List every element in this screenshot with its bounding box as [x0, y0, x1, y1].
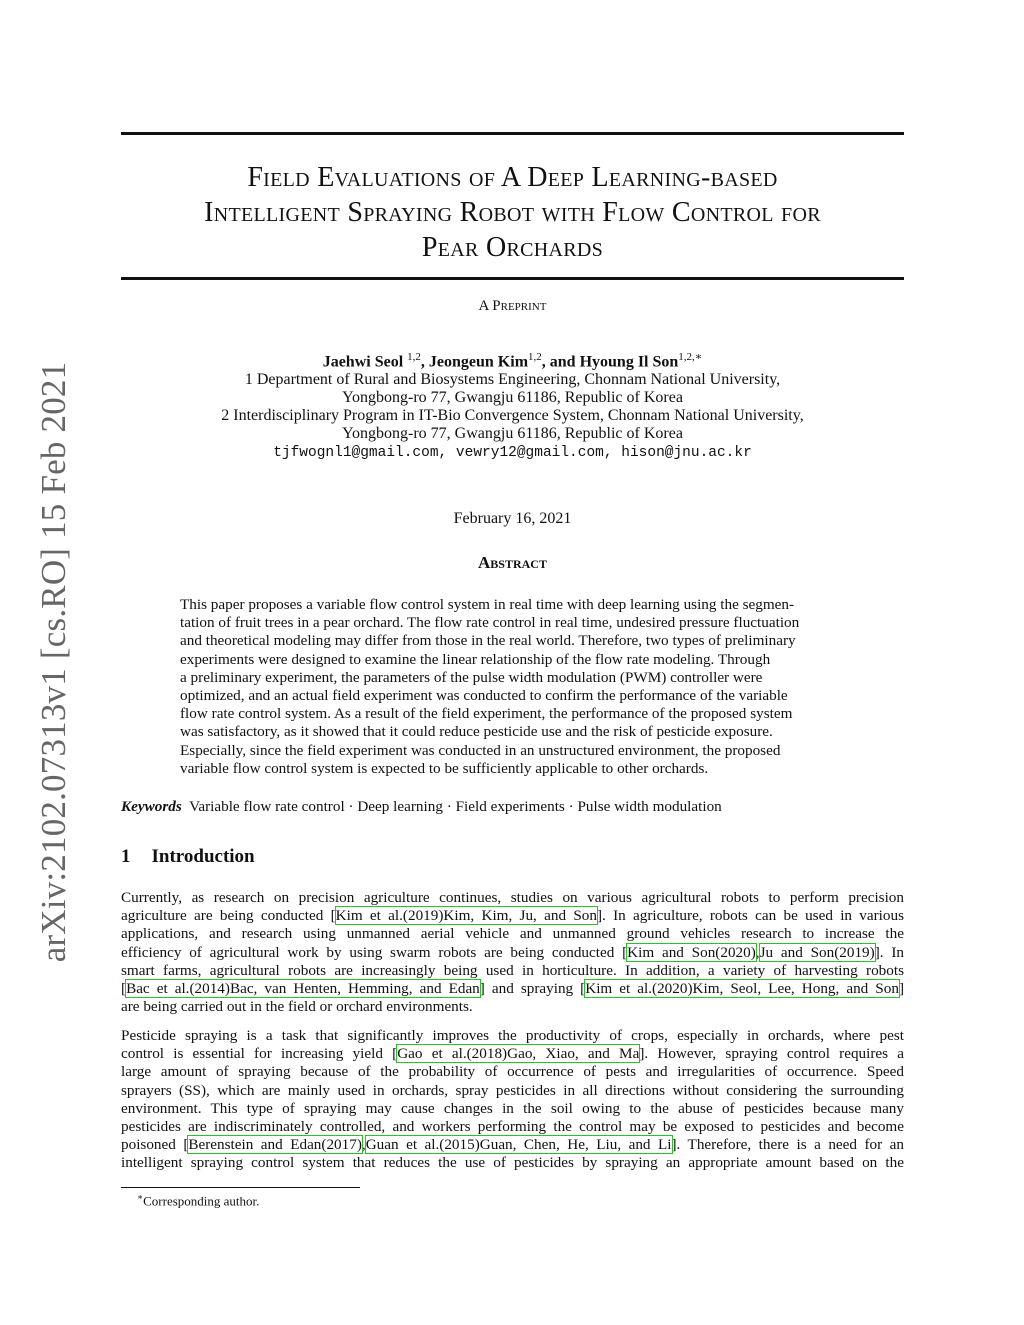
- author-list: [121, 350, 904, 371]
- text-line: Currently, as research on precision agriculture continues, studies on various agricultural robots to perform precision: [121, 889, 904, 906]
- keywords-line: [121, 798, 722, 816]
- author-emails: tjfwognl1@gmail.com, vewry12@gmail.com, hison@jnu.ac.kr: [273, 445, 752, 461]
- abstract-line: flow rate control system. As a result of the field experiment, the performance of the proposed system: [180, 705, 793, 723]
- abstract-line: tation of fruit trees in a pear orchard. The flow rate control in real time, undesired pressure fluctuation: [180, 614, 800, 632]
- abstract-heading: Abstract: [478, 553, 547, 572]
- paper-date: February 16, 2021: [453, 510, 572, 527]
- section-heading: [121, 846, 255, 868]
- footnote: [137, 1192, 259, 1209]
- abstract-line: variable flow control system is expected to be sufficiently applicable to other orchards.: [180, 759, 709, 777]
- text-line: are being carried out in the field or orchard environments.: [121, 998, 473, 1016]
- text-fragment: ]: [898, 980, 904, 998]
- footnote-text: Corresponding author.: [143, 1193, 260, 1209]
- paper-title: [121, 160, 904, 265]
- title-line-2: Intelligent Spraying Robot with Flow Control for: [204, 197, 821, 228]
- text-line: intelligent spraying control system that reduces the use of pesticides by spraying an appropriate amount based on the: [121, 1154, 904, 1172]
- abstract-line: This paper proposes a variable flow control system in real time with deep learning using the segmen-: [180, 596, 795, 613]
- citation-link[interactable]: Kim et al.(2020)Kim, Seol, Lee, Hong, and Son: [585, 980, 899, 998]
- affiliations: [121, 371, 904, 462]
- title-line-3: Pear Orchards: [421, 232, 604, 263]
- footnote-rule: [121, 1187, 360, 1188]
- citation-link[interactable]: Kim and Son(2020): [627, 943, 756, 961]
- citation-link[interactable]: Gao et al.(2018)Gao, Xiao, and Ma: [397, 1045, 640, 1063]
- affiliation-line: 1 Department of Rural and Biosystems Engineering, Chonnam National University,: [244, 371, 781, 388]
- author-affiliation-marker: 1,2: [407, 351, 421, 363]
- text-line: large amount of spraying because of the probability of occurrence of pests and irregularities of occurrence. Speed: [121, 1063, 904, 1081]
- text-line: applications, and research using unmanned aerial vehicle and unmanned ground vehicles research to increase the: [121, 925, 904, 943]
- title-bottom-rule: [121, 277, 904, 280]
- text-line: smart farms, agricultural robots are increasingly being used in horticulture. In addition, a variety of harvesting robots: [121, 961, 904, 979]
- text-fragment: efficiency of agricultural work by using swarm robots are being conducted [: [121, 943, 628, 961]
- keywords-list: Variable flow rate control · Deep learning · Field experiments · Pulse width modulation: [189, 798, 722, 815]
- keywords-label: Keywords: [121, 798, 182, 815]
- title-line-1: Field Evaluations of A Deep Learning-based: [247, 162, 778, 193]
- text-line: [121, 1045, 904, 1063]
- text-line: sprayers (SS), which are mainly used in orchards, spray pesticides in all directions without considering the surrounding: [121, 1081, 904, 1099]
- text-fragment: ,: [755, 943, 760, 961]
- abstract-line: was satisfactory, as it showed that it could reduce pesticide use and the risk of pesticide exposure.: [180, 723, 773, 741]
- abstract-body: [180, 596, 844, 778]
- citation-link[interactable]: Berenstein and Edan(2017): [188, 1136, 362, 1154]
- text-fragment: ]. In: [874, 943, 905, 961]
- author-name: Jaehwi Seol: [322, 353, 404, 371]
- abstract-line: Especially, since the field experiment was conducted in an unstructured environment, the proposed: [180, 741, 781, 759]
- abstract-line: a preliminary experiment, the parameters of the pulse width modulation (PWM) controller were: [180, 668, 763, 686]
- text-fragment: agriculture are being conducted [: [121, 907, 336, 925]
- citation-link[interactable]: Guan et al.(2015)Guan, Chen, He, Liu, and Li: [365, 1136, 672, 1154]
- text-line: [121, 907, 904, 925]
- author-name: Jeongeun Kim: [428, 353, 529, 371]
- preprint-label: A Preprint: [478, 298, 547, 314]
- text-fragment: control is essential for increasing yield [: [121, 1045, 398, 1063]
- intro-paragraph-1: [121, 889, 904, 1016]
- citation-link[interactable]: Ju and Son(2019): [759, 943, 875, 961]
- text-fragment: ]. Therefore, there is a need for an: [671, 1136, 904, 1154]
- text-fragment: ]. However, spraying control requires a: [639, 1045, 904, 1063]
- text-fragment: poisoned [: [121, 1136, 189, 1154]
- text-line: Pesticide spraying is a task that significantly improves the productivity of crops, especially in orchards, where pest: [121, 1027, 904, 1044]
- intro-paragraph-2: [121, 1027, 904, 1173]
- section-number: 1: [121, 846, 131, 867]
- text-line: [121, 944, 904, 962]
- affiliation-line: Yongbong-ro 77, Gwangju 61186, Republic of Korea: [342, 425, 683, 442]
- author-separator: ,: [420, 353, 429, 371]
- text-line: environment. This type of spraying may cause changes in the soil owing to the abuse of pesticides because many: [121, 1099, 904, 1117]
- section-title: Introduction: [151, 846, 255, 867]
- abstract-line: experiments were designed to examine the linear relationship of the flow rate modeling. Through: [180, 650, 771, 668]
- author-separator: , and: [541, 353, 580, 371]
- text-line: pesticides are indiscriminately controlled, and workers performing the control may be exposed to pesticides and become: [121, 1118, 904, 1136]
- citation-link[interactable]: Bac et al.(2014)Bac, van Henten, Hemming, and Edan: [126, 980, 480, 998]
- affiliation-line: Yongbong-ro 77, Gwangju 61186, Republic of Korea: [342, 389, 683, 406]
- abstract-line: and theoretical modeling may differ from those in the real world. Therefore, two types of preliminary: [180, 632, 796, 650]
- text-fragment: ] and spraying [: [479, 980, 586, 998]
- arxiv-identifier: arXiv:2102.07313v1 [cs.RO] 15 Feb 2021: [34, 361, 73, 963]
- abstract-line: optimized, and an actual field experiment was conducted to confirm the performance of the variable: [180, 687, 788, 705]
- text-fragment: ]. In agriculture, robots can be used in various: [596, 907, 904, 925]
- footnote-marker: ∗: [137, 1192, 144, 1202]
- author-affiliation-marker: 1,2: [528, 351, 542, 363]
- affiliation-line: 2 Interdisciplinary Program in IT-Bio Convergence System, Chonnam National University,: [221, 407, 804, 424]
- text-fragment: ,: [361, 1136, 366, 1154]
- author-affiliation-marker: 1,2,∗: [678, 351, 703, 363]
- citation-link[interactable]: Kim et al.(2019)Kim, Kim, Ju, and Son: [335, 907, 597, 925]
- text-line: [121, 1136, 904, 1154]
- text-line: [121, 980, 904, 998]
- text-fragment: [: [121, 980, 127, 998]
- title-top-rule: [121, 132, 904, 135]
- author-name: Hyoung Il Son: [579, 353, 679, 371]
